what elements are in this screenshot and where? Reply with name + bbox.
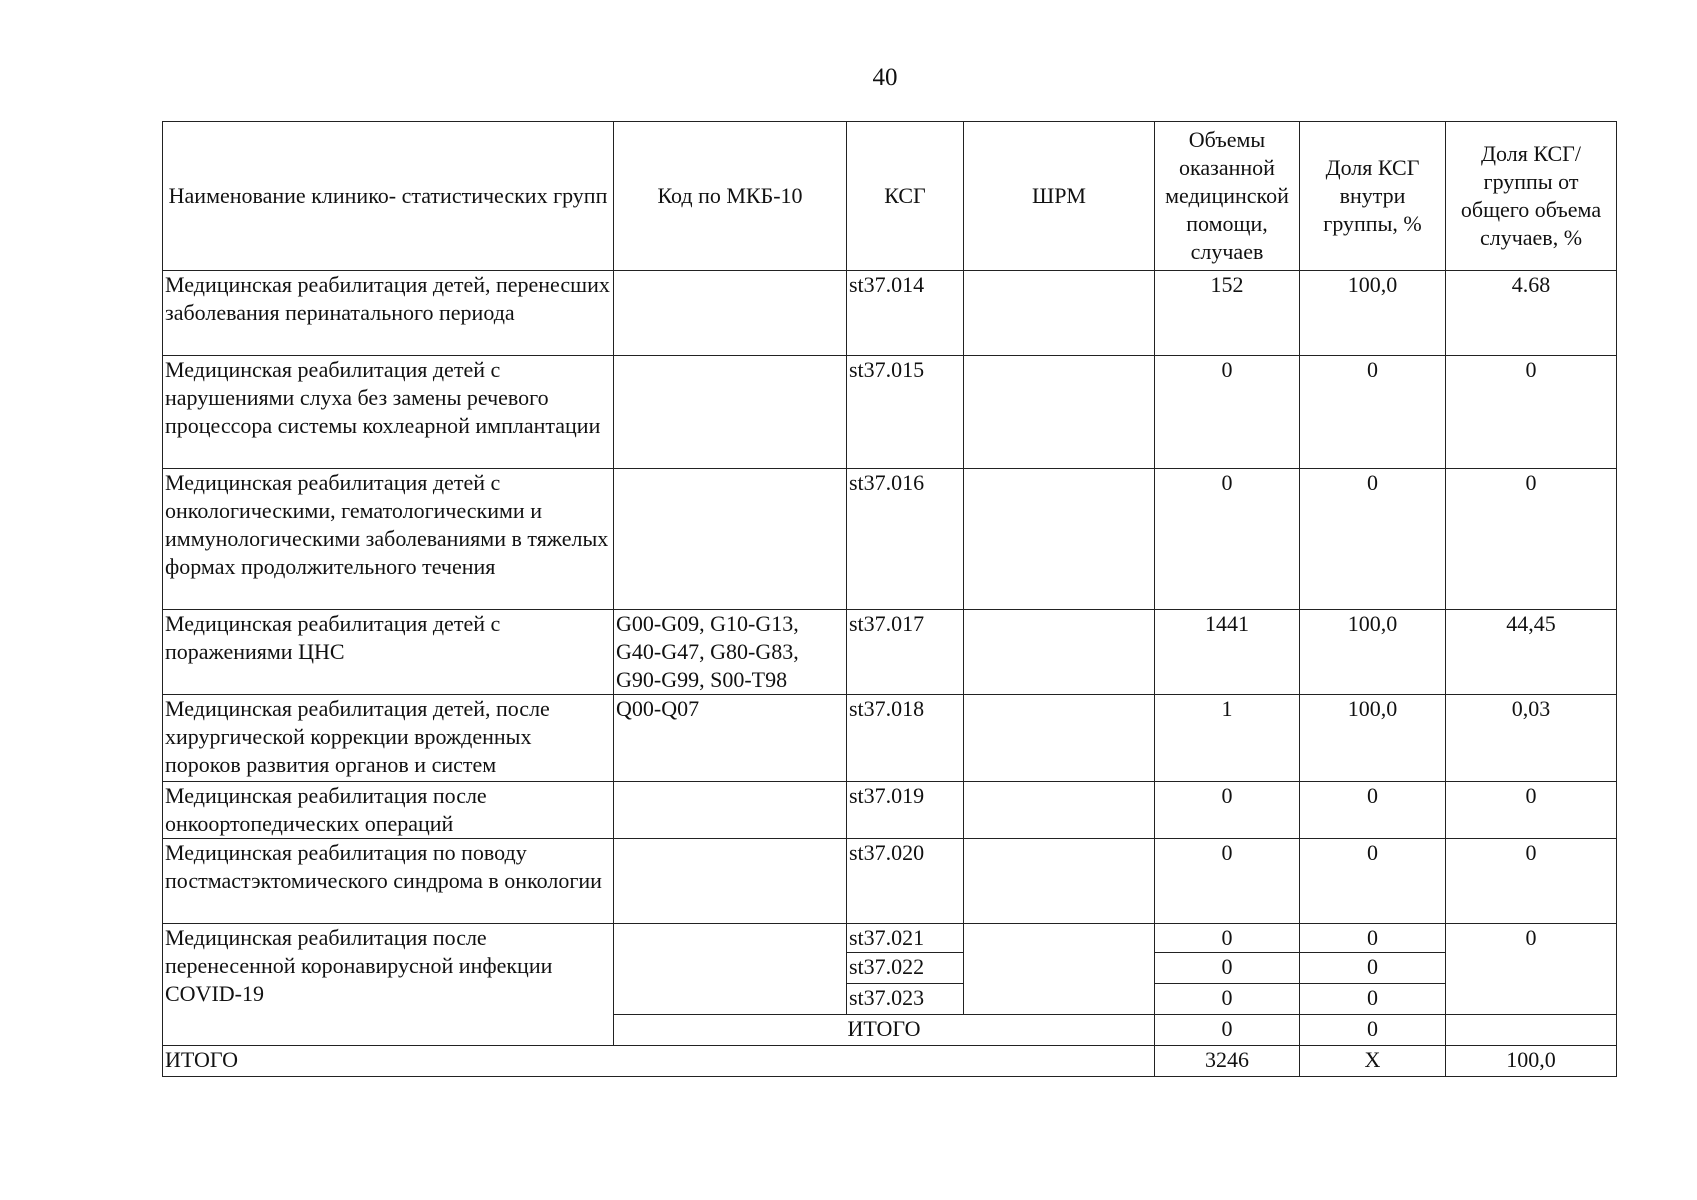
cell-volume: 0 [1155,782,1300,839]
cell-shrm [964,695,1155,782]
cell-name: Медицинская реабилитация после перенесенной коронавирусной инфекции COVID-19 [163,924,614,1046]
table-row [163,356,1617,469]
cell-share-total: 0 [1446,782,1617,839]
cell-volume: 0 [1155,839,1300,924]
ksg-table [162,121,1617,1077]
cell-ksg: st37.021 [847,924,964,953]
page-number: 40 [872,64,898,91]
cell-share-total: 44,45 [1446,610,1617,695]
cell-volume: 0 [1155,469,1300,610]
cell-volume: 1441 [1155,610,1300,695]
cell-volume: 0 [1155,953,1300,984]
cell-volume: 152 [1155,271,1300,356]
cell-shrm [964,356,1155,469]
cell-volume: 1 [1155,695,1300,782]
cell-share-total: 0 [1446,356,1617,469]
cell-share-total: 0 [1446,924,1617,1015]
cell-shrm [964,782,1155,839]
covid-subtotal-share: 0 [1300,1015,1446,1046]
cell-name: Медицинская реабилитация детей, перенесших заболевания перинатального периода [163,271,614,356]
total-volume: 3246 [1155,1046,1300,1077]
cell-share-total: 0 [1446,469,1617,610]
cell-code [614,356,847,469]
total-share-total: 100,0 [1446,1046,1617,1077]
total-label: ИТОГО [163,1046,1155,1077]
header-name: Наименование клинико- статистических групп [163,122,614,271]
header-code: Код по МКБ-10 [614,122,847,271]
covid-subtotal-volume: 0 [1155,1015,1300,1046]
cell-ksg: st37.016 [847,469,964,610]
cell-name: Медицинская реабилитация детей с поражениями ЦНС [163,610,614,695]
cell-name: Медицинская реабилитация детей с нарушениями слуха без замены речевого процессора системы кохлеарной имплантации [163,356,614,469]
cell-code [614,782,847,839]
table-row [163,271,1617,356]
cell-name: Медицинская реабилитация по поводу постмастэктомического синдрома в онкологии [163,839,614,924]
cell-share-in-group: 0 [1300,924,1446,953]
cell-code [614,924,847,1015]
cell-ksg: st37.018 [847,695,964,782]
cell-ksg: st37.022 [847,953,964,984]
cell-code [614,271,847,356]
table-header-row [163,122,1617,271]
cell-share-in-group: 0 [1300,839,1446,924]
table-row [163,782,1617,839]
covid-subtotal-label: ИТОГО [614,1015,1155,1046]
cell-share-in-group: 0 [1300,984,1446,1015]
table-row [163,610,1617,695]
cell-share-total [1446,1015,1617,1046]
cell-share-total: 4.68 [1446,271,1617,356]
cell-code: Q00-Q07 [614,695,847,782]
header-ksg: КСГ [847,122,964,271]
cell-ksg: st37.017 [847,610,964,695]
cell-share-in-group: 100,0 [1300,271,1446,356]
cell-code [614,469,847,610]
table-row [163,839,1617,924]
table-row-total [163,1046,1617,1077]
cell-ksg: st37.020 [847,839,964,924]
cell-share-total: 0,03 [1446,695,1617,782]
cell-code: G00-G09, G10-G13, G40-G47, G80-G83, G90-G99, S00-T98 [614,610,847,695]
cell-name: Медицинская реабилитация детей, после хирургической коррекции врожденных пороков развития органов и систем [163,695,614,782]
cell-volume: 0 [1155,924,1300,953]
header-share-in-group: Доля КСГ внутри группы, % [1300,122,1446,271]
cell-volume: 0 [1155,984,1300,1015]
header-volume: Объемы оказанной медицинской помощи, случаев [1155,122,1300,271]
cell-shrm [964,610,1155,695]
cell-shrm [964,469,1155,610]
cell-ksg: st37.023 [847,984,964,1015]
header-share-total: Доля КСГ/группы от общего объема случаев, % [1446,122,1617,271]
cell-share-in-group: 100,0 [1300,610,1446,695]
total-share-in-group: X [1300,1046,1446,1077]
header-shrm: ШРМ [964,122,1155,271]
cell-shrm [964,271,1155,356]
cell-share-in-group: 0 [1300,469,1446,610]
cell-share-in-group: 0 [1300,782,1446,839]
cell-name: Медицинская реабилитация детей с онкологическими, гематологическими и иммунологическими заболеваниями в тяжелых формах продолжительного течения [163,469,614,610]
cell-share-in-group: 100,0 [1300,695,1446,782]
table-row [163,695,1617,782]
cell-ksg: st37.019 [847,782,964,839]
cell-ksg: st37.014 [847,271,964,356]
cell-share-in-group: 0 [1300,356,1446,469]
cell-ksg: st37.015 [847,356,964,469]
cell-share-in-group: 0 [1300,953,1446,984]
cell-shrm [964,924,1155,1015]
cell-code [614,839,847,924]
table-row-covid [163,924,1617,953]
cell-share-total: 0 [1446,839,1617,924]
cell-name: Медицинская реабилитация после онкоортопедических операций [163,782,614,839]
table-row [163,469,1617,610]
cell-volume: 0 [1155,356,1300,469]
cell-shrm [964,839,1155,924]
